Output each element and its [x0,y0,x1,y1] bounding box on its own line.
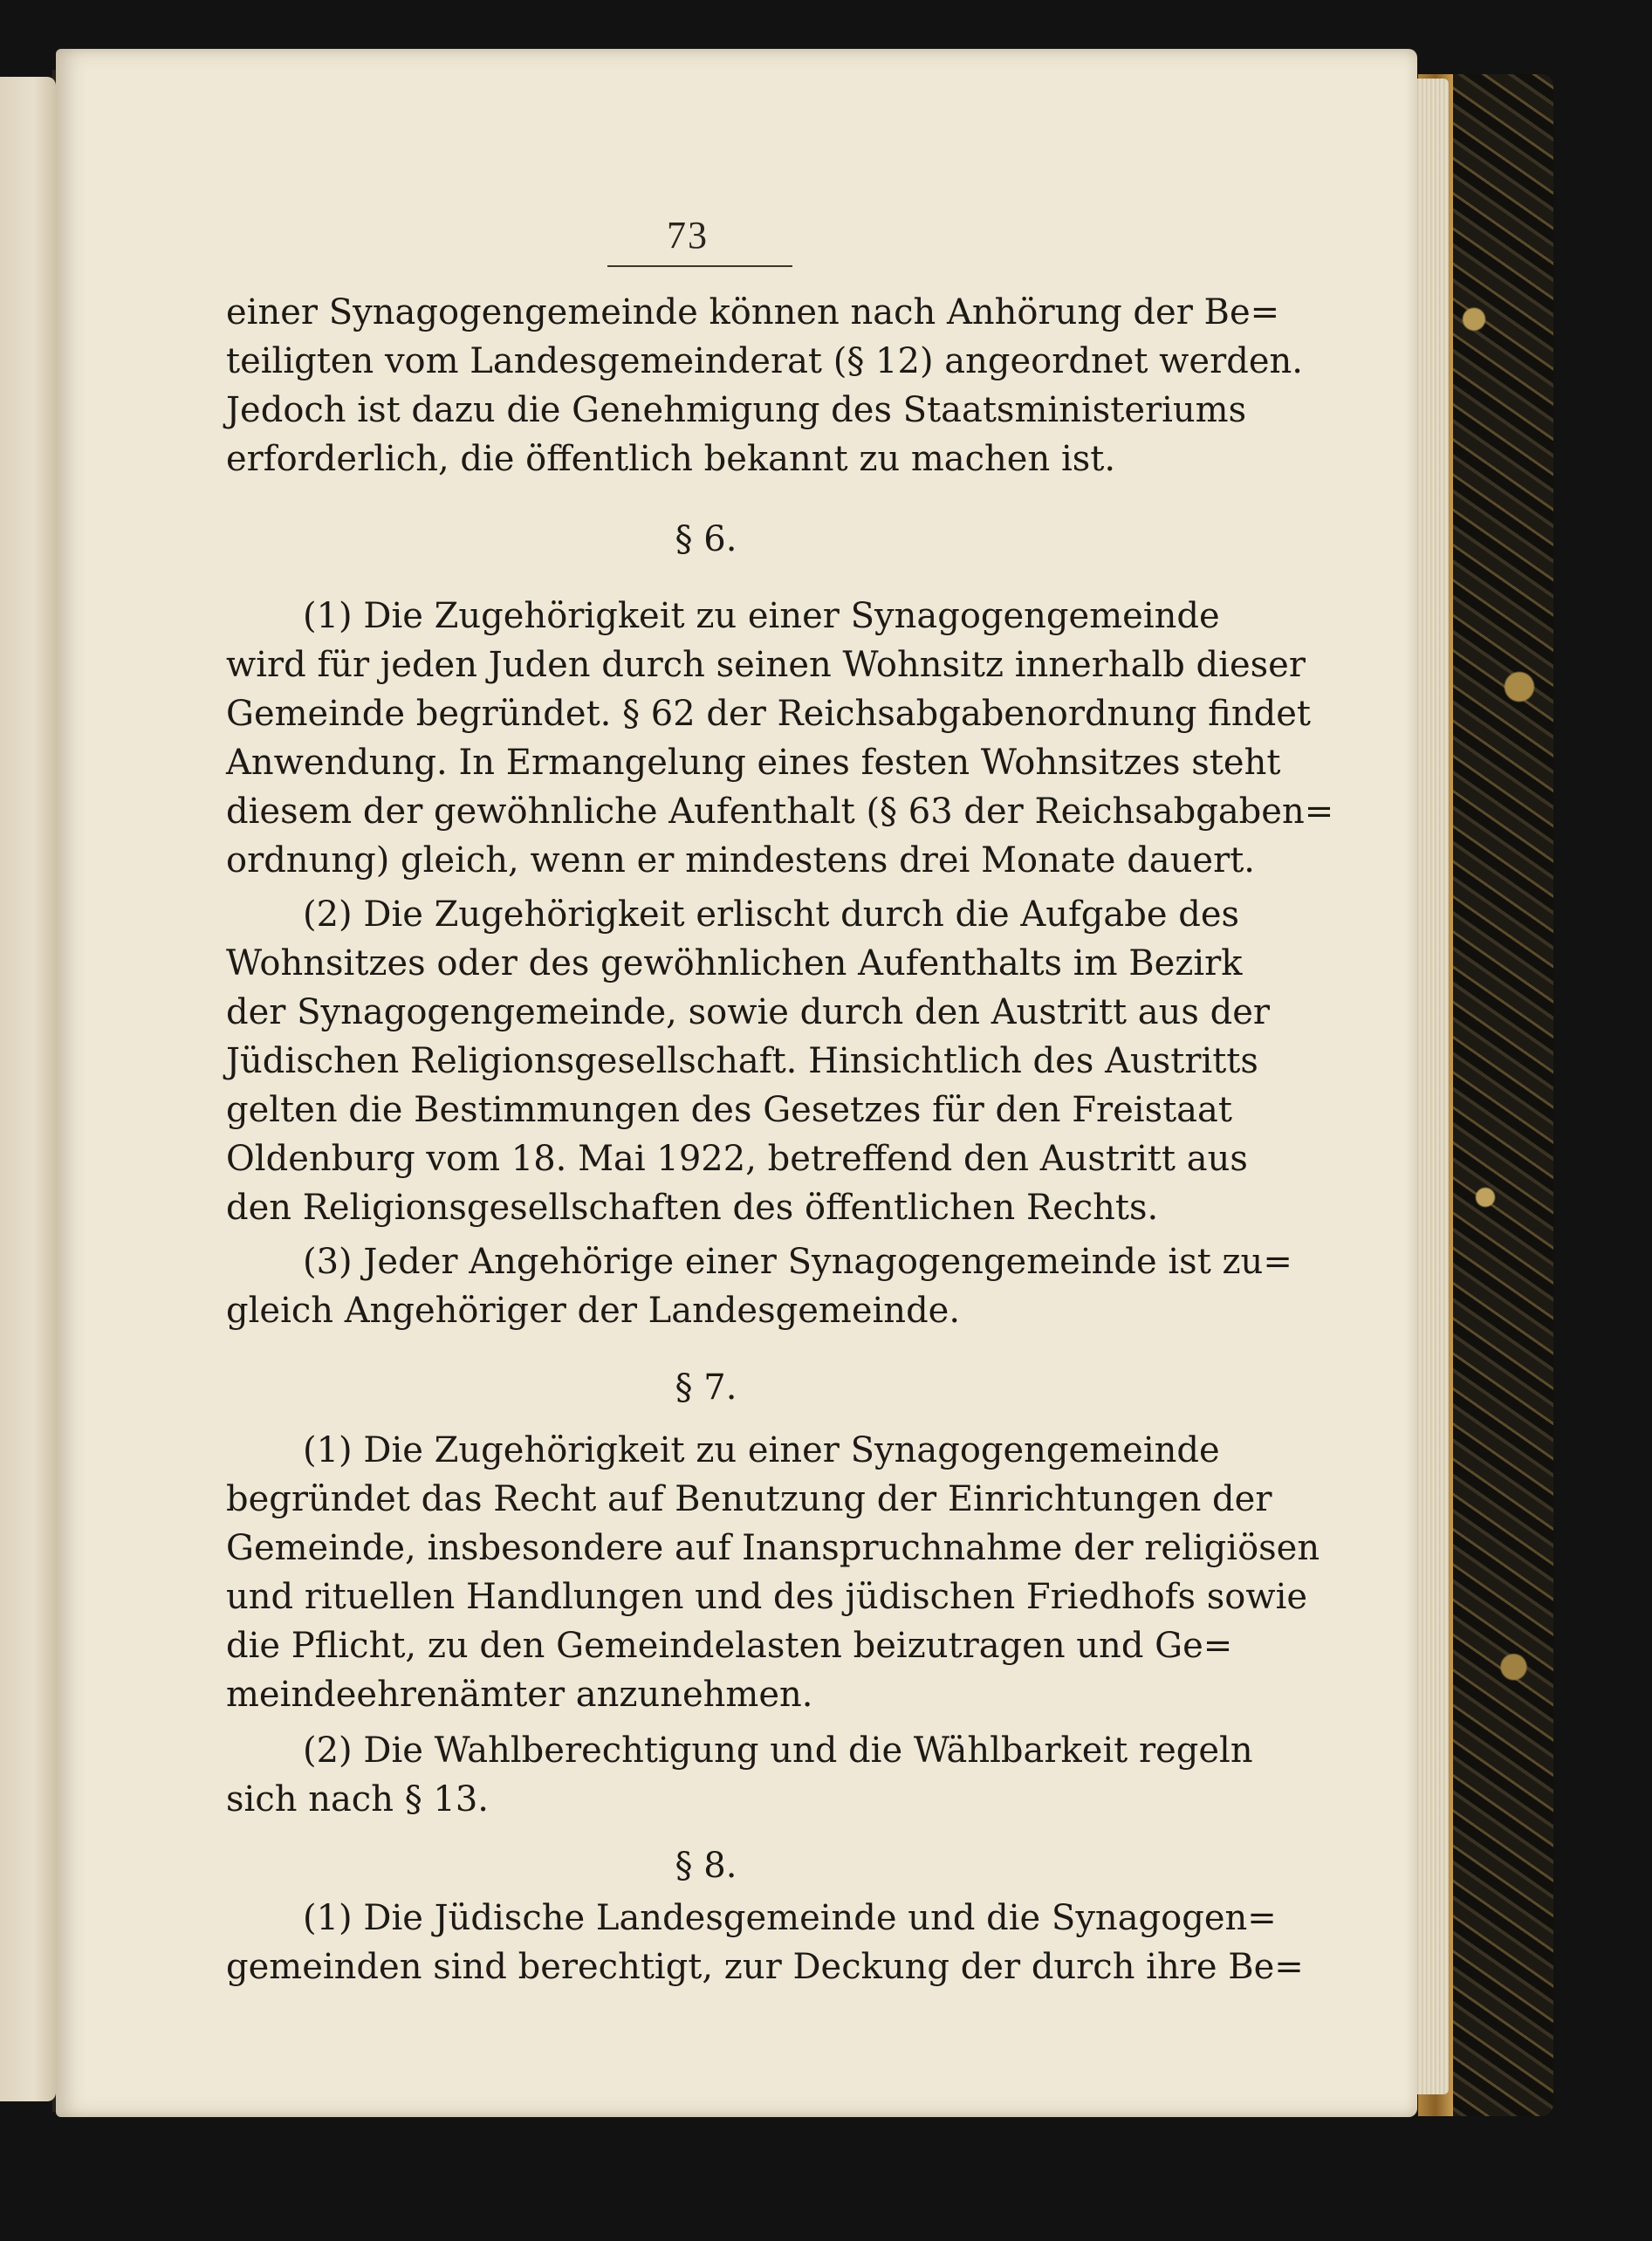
book-page [56,49,1417,2117]
section-heading: § 7. [675,1367,737,1408]
text-line: (3) Jeder Angehörige einer Synagogengemeinde ist zu= [303,1242,1292,1282]
text-line: Gemeinde begründet. § 62 der Reichsabgabenordnung findet [226,694,1311,734]
text-line: gemeinden sind berechtigt, zur Deckung der durch ihre Be= [226,1947,1304,1987]
text-line: (1) Die Zugehörigkeit zu einer Synagogengemeinde [303,596,1220,636]
section-heading: § 8. [675,1846,737,1886]
text-line: diesem der gewöhnliche Aufenthalt (§ 63 der Reichsabgaben= [226,792,1334,832]
text-line: Wohnsitzes oder des gewöhnlichen Aufenthalts im Bezirk [226,943,1243,983]
page-number-rule [607,265,792,267]
text-line: der Synagogengemeinde, sowie durch den Austritt aus der [226,992,1271,1032]
text-line: und rituellen Handlungen und des jüdischen Friedhofs sowie [226,1577,1308,1617]
text-line: (2) Die Wahlberechtigung und die Wählbarkeit regeln [303,1730,1253,1771]
text-line: einer Synagogengemeinde können nach Anhörung der Be= [226,292,1280,332]
text-line: (1) Die Jüdische Landesgemeinde und die Synagogen= [303,1898,1277,1938]
text-line: sich nach § 13. [226,1779,490,1820]
text-line: Jedoch ist dazu die Genehmigung des Staatsministeriums [226,390,1247,430]
section-heading: § 6. [675,519,737,559]
text-line: ordnung) gleich, wenn er mindestens drei Monate dauert. [226,840,1255,881]
text-line: den Religionsgesellschaften des öffentlichen Rechts. [226,1188,1159,1228]
text-line: (2) Die Zugehörigkeit erlischt durch die Aufgabe des [303,894,1240,935]
text-line: Anwendung. In Ermangelung eines festen Wohnsitzes steht [226,743,1281,783]
left-page-edge [0,77,56,2101]
text-line: Jüdischen Religionsgesellschaft. Hinsichtlich des Austritts [226,1041,1258,1081]
text-line: meindeehrenämter anzunehmen. [226,1675,813,1715]
text-line: gleich Angehöriger der Landesgemeinde. [226,1291,961,1331]
text-line: Gemeinde, insbesondere auf Inanspruchnahme der religiösen [226,1528,1320,1568]
marbled-cover [1440,74,1553,2116]
text-line: erforderlich, die öffentlich bekannt zu machen ist. [226,439,1116,479]
text-line: Oldenburg vom 18. Mai 1922, betreffend den Austritt aus [226,1139,1248,1179]
text-line: gelten die Bestimmungen des Gesetzes für den Freistaat [226,1090,1232,1130]
text-line: (1) Die Zugehörigkeit zu einer Synagogengemeinde [303,1430,1220,1470]
text-line: teiligten vom Landesgemeinderat (§ 12) angeordnet werden. [226,341,1303,381]
text-line: wird für jeden Juden durch seinen Wohnsitz innerhalb dieser [226,645,1306,685]
text-line: die Pflicht, zu den Gemeindelasten beizutragen und Ge= [226,1626,1233,1666]
page-number: 73 [667,214,709,257]
text-line: begründet das Recht auf Benutzung der Einrichtungen der [226,1479,1272,1519]
